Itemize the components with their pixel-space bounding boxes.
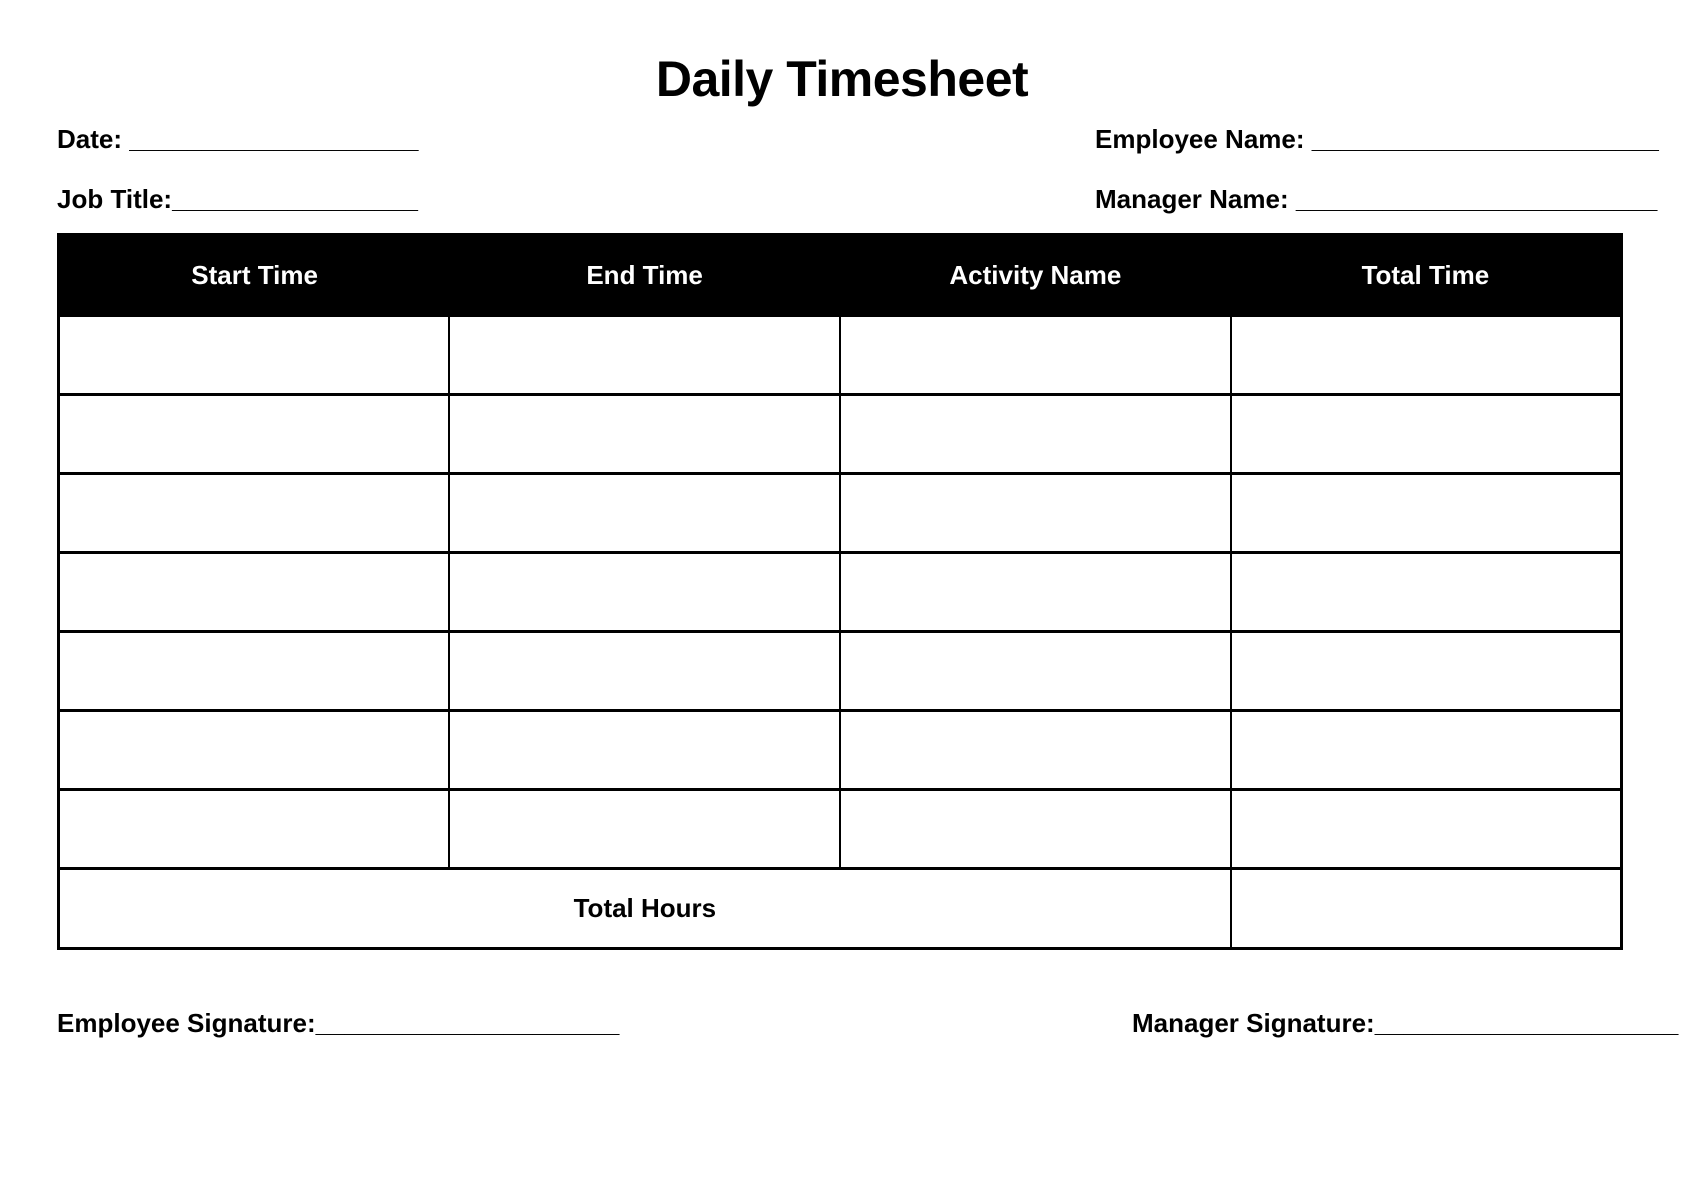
employee-signature-field — [57, 1008, 619, 1039]
page-title: Daily Timesheet — [655, 51, 1029, 107]
timesheet-cell — [59, 711, 450, 790]
job-title-label: Job Title: — [57, 184, 173, 214]
column-header-end-time: End Time — [449, 235, 840, 316]
manager-signature-field — [1132, 1008, 1678, 1039]
timesheet-cell — [59, 790, 450, 869]
employee-name-label: Employee Name: — [1095, 124, 1312, 154]
timesheet-cell — [840, 711, 1231, 790]
timesheet-cell — [449, 711, 840, 790]
timesheet-cell — [1231, 632, 1622, 711]
column-header-activity-name: Activity Name — [840, 235, 1231, 316]
job-title-line: _________________ — [172, 184, 418, 214]
timesheet-cell — [449, 790, 840, 869]
timesheet-cell — [1231, 474, 1622, 553]
timesheet-row — [59, 711, 1622, 790]
timesheet-cell — [449, 316, 840, 395]
timesheet-cell — [840, 474, 1231, 553]
timesheet-cell — [59, 316, 450, 395]
timesheet-cell — [840, 553, 1231, 632]
date-label: Date: — [57, 124, 130, 154]
timesheet-row — [59, 316, 1622, 395]
date-line: ____________________ — [129, 124, 419, 154]
timesheet-cell — [840, 790, 1231, 869]
timesheet-cell — [59, 395, 450, 474]
total-hours-row — [59, 869, 1622, 949]
manager-name-field — [1095, 184, 1657, 215]
manager-signature-label: Manager Signature: — [1132, 1008, 1375, 1038]
timesheet-cell — [59, 553, 450, 632]
total-hours-value-cell — [1231, 869, 1622, 949]
job-title-field — [57, 184, 418, 215]
table-header-row — [59, 235, 1622, 316]
column-header-total-time: Total Time — [1231, 235, 1622, 316]
timesheet-row — [59, 790, 1622, 869]
timesheet-cell — [449, 474, 840, 553]
manager-name-label: Manager Name: — [1095, 184, 1296, 214]
total-hours-label: Total Hours — [59, 869, 1231, 949]
manager-name-line: _________________________ — [1295, 184, 1658, 214]
timesheet-cell — [1231, 711, 1622, 790]
employee-name-field — [1095, 124, 1659, 155]
timesheet-cell — [1231, 316, 1622, 395]
timesheet-cell — [840, 632, 1231, 711]
table-body — [59, 316, 1622, 869]
timesheet-cell — [59, 632, 450, 711]
timesheet-row — [59, 553, 1622, 632]
timesheet-cell — [1231, 395, 1622, 474]
timesheet-table — [57, 233, 1623, 950]
timesheet-cell — [449, 553, 840, 632]
employee-signature-label: Employee Signature: — [57, 1008, 316, 1038]
timesheet-cell — [840, 316, 1231, 395]
timesheet-cell — [1231, 790, 1622, 869]
timesheet-cell — [449, 632, 840, 711]
timesheet-cell — [59, 474, 450, 553]
timesheet-cell — [449, 395, 840, 474]
manager-signature-line: _____________________ — [1374, 1008, 1679, 1038]
column-header-start-time: Start Time — [59, 235, 450, 316]
timesheet-row — [59, 395, 1622, 474]
timesheet-row — [59, 632, 1622, 711]
date-field — [57, 124, 418, 155]
timesheet-row — [59, 474, 1622, 553]
employee-name-line: ________________________ — [1311, 124, 1659, 154]
timesheet-cell — [840, 395, 1231, 474]
employee-signature-line: _____________________ — [315, 1008, 620, 1038]
timesheet-cell — [1231, 553, 1622, 632]
